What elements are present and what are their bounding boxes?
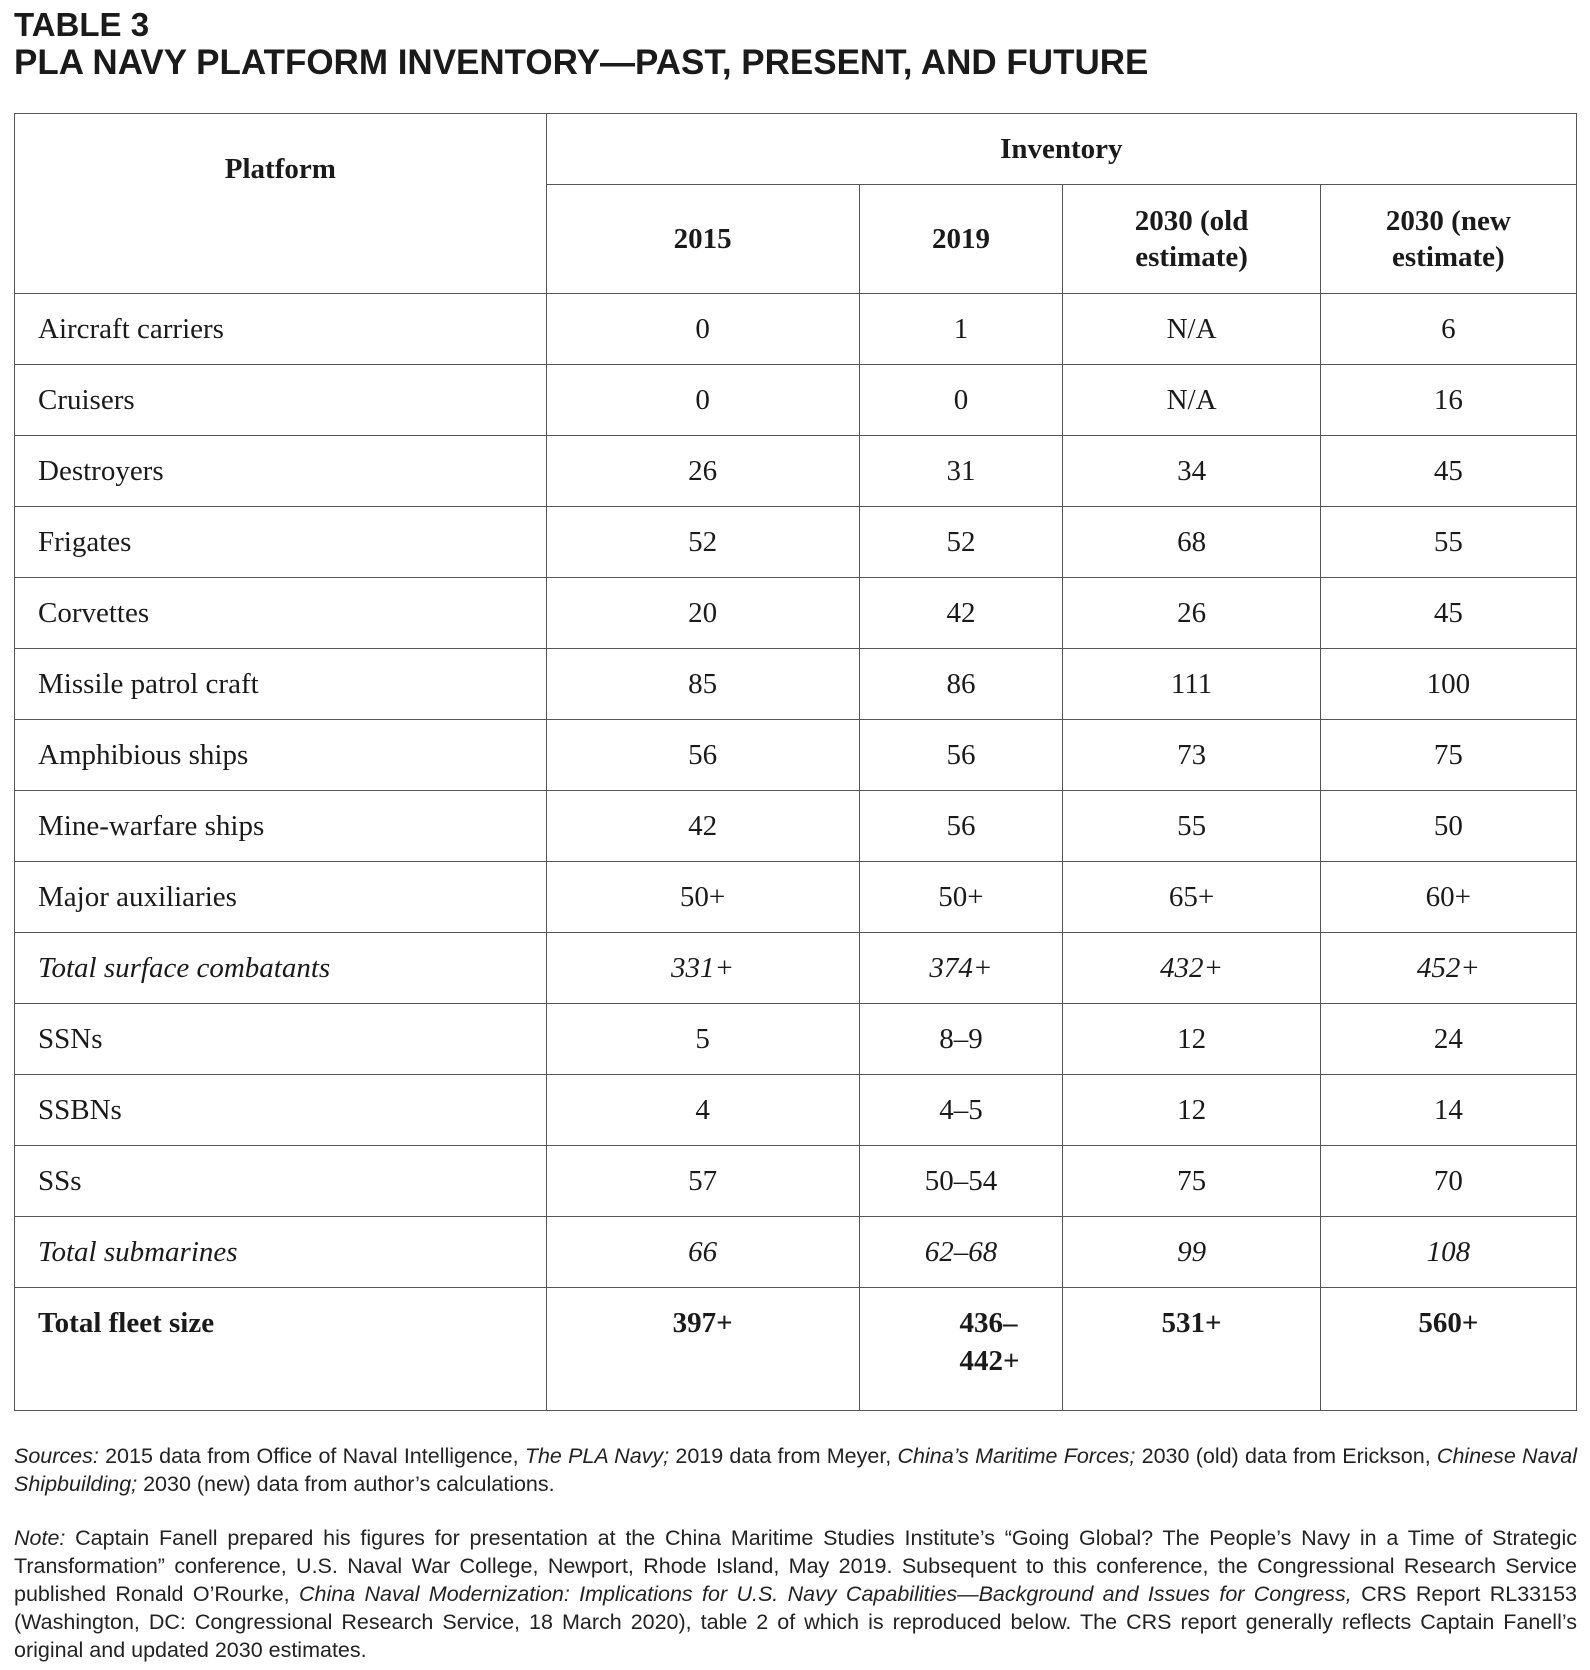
inventory-value: 50+ (859, 862, 1063, 933)
inventory-value: 436–442+ (859, 1288, 1063, 1411)
footnote (14, 1524, 1577, 1664)
inventory-value: 68 (1063, 507, 1320, 578)
table-row (15, 1217, 1577, 1288)
platform-name: Destroyers (15, 436, 547, 507)
inventory-value: 50 (1320, 791, 1576, 862)
inventory-value: 45 (1320, 578, 1576, 649)
inventory-value: 50–54 (859, 1146, 1063, 1217)
inventory-value: 57 (546, 1146, 859, 1217)
platform-name: SSBNs (15, 1075, 547, 1146)
inventory-value: 55 (1320, 507, 1576, 578)
inventory-value: 12 (1063, 1004, 1320, 1075)
table-body (15, 294, 1577, 1411)
sources-text: 2019 data from Meyer, (669, 1444, 898, 1468)
inventory-value: 85 (546, 649, 859, 720)
column-header-2030-old: 2030 (old estimate) (1063, 185, 1320, 294)
inventory-value: 374+ (859, 933, 1063, 1004)
inventory-value: 75 (1320, 720, 1576, 791)
inventory-value: 0 (859, 365, 1063, 436)
table-row (15, 507, 1577, 578)
inventory-value: 42 (546, 791, 859, 862)
inventory-value: 50+ (546, 862, 859, 933)
inventory-value: 60+ (1320, 862, 1576, 933)
inventory-value: 4–5 (859, 1075, 1063, 1146)
sources-text: 2030 (old) data from Erickson, (1135, 1444, 1437, 1468)
note-label: Note: (14, 1526, 66, 1550)
platform-name: Missile patrol craft (15, 649, 547, 720)
table-row (15, 649, 1577, 720)
inventory-value: 31 (859, 436, 1063, 507)
inventory-value: N/A (1063, 365, 1320, 436)
inventory-value: 432+ (1063, 933, 1320, 1004)
inventory-value: 100 (1320, 649, 1576, 720)
platform-name: SSs (15, 1146, 547, 1217)
platform-name: Mine-warfare ships (15, 791, 547, 862)
column-header-2015: 2015 (546, 185, 859, 294)
inventory-value: 4 (546, 1075, 859, 1146)
platform-name: Amphibious ships (15, 720, 547, 791)
note-text: Captain Fanell prepared his figures for presentation at the China Maritime Studies Institute’s “Going Global? The People’s Navy in a Time of Strategic Transformation” conference, U.S. Naval War College, Newport, Rhode Island, May 2019. Subsequent to this conference, the Congressional Research Service published Ronald O’Rourke, (14, 1526, 1577, 1606)
inventory-value: 26 (1063, 578, 1320, 649)
inventory-value: 56 (859, 791, 1063, 862)
inventory-value: 65+ (1063, 862, 1320, 933)
column-header-2030-new: 2030 (new estimate) (1320, 185, 1576, 294)
inventory-value: 34 (1063, 436, 1320, 507)
table-row (15, 862, 1577, 933)
inventory-value: 452+ (1320, 933, 1576, 1004)
platform-name: Major auxiliaries (15, 862, 547, 933)
platform-name: Total fleet size (15, 1288, 547, 1411)
inventory-value: 111 (1063, 649, 1320, 720)
table-caption: PLA NAVY PLATFORM INVENTORY—PAST, PRESENT, AND FUTURE (14, 43, 1149, 82)
sources-title: Chinese Naval Shipbuilding; (14, 1444, 1578, 1496)
inventory-value: 56 (859, 720, 1063, 791)
platform-name: Cruisers (15, 365, 547, 436)
inventory-value: 531+ (1063, 1288, 1320, 1411)
inventory-value: 62–68 (859, 1217, 1063, 1288)
table-row (15, 1146, 1577, 1217)
inventory-value: 1 (859, 294, 1063, 365)
note-title: China Naval Modernization: Implications for U.S. Navy Capabilities—Background and Issues for Congress, (298, 1582, 1352, 1606)
platform-name: SSNs (15, 1004, 547, 1075)
table-row (15, 436, 1577, 507)
inventory-value: 52 (546, 507, 859, 578)
sources-text: 2030 (new) data from author’s calculations. (137, 1472, 555, 1496)
sources-title: The PLA Navy; (524, 1444, 670, 1468)
inventory-value: N/A (1063, 294, 1320, 365)
inventory-value: 331+ (546, 933, 859, 1004)
inventory-value: 397+ (546, 1288, 859, 1411)
inventory-header: Inventory (546, 114, 1576, 185)
note-text: CRS Report RL33153 (Washington, DC: Congressional Research Service, 18 March 2020), table 2 of which is reproduced below. The CRS report generally reflects Captain Fanell’s original and updated 2030 estimates. (14, 1582, 1577, 1662)
inventory-value: 52 (859, 507, 1063, 578)
sources-title: China’s Maritime Forces; (897, 1444, 1136, 1468)
inventory-value: 26 (546, 436, 859, 507)
table-number: TABLE 3 (14, 6, 150, 43)
inventory-value: 42 (859, 578, 1063, 649)
table-row (15, 294, 1577, 365)
table-row (15, 720, 1577, 791)
table-row (15, 578, 1577, 649)
inventory-value: 14 (1320, 1075, 1576, 1146)
inventory-value: 55 (1063, 791, 1320, 862)
inventory-value: 12 (1063, 1075, 1320, 1146)
inventory-value: 73 (1063, 720, 1320, 791)
inventory-value: 0 (546, 294, 859, 365)
table-title (14, 6, 1148, 82)
inventory-value: 0 (546, 365, 859, 436)
sources-label: Sources: (14, 1444, 99, 1468)
platform-header: Platform (15, 114, 547, 294)
inventory-value: 16 (1320, 365, 1576, 436)
column-header-2019: 2019 (859, 185, 1063, 294)
inventory-value: 56 (546, 720, 859, 791)
inventory-table (14, 113, 1577, 1411)
inventory-value: 5 (546, 1004, 859, 1075)
table-row (15, 365, 1577, 436)
inventory-value: 6 (1320, 294, 1576, 365)
inventory-value: 20 (546, 578, 859, 649)
inventory-value: 108 (1320, 1217, 1576, 1288)
table-row (15, 791, 1577, 862)
table-row (15, 1004, 1577, 1075)
platform-name: Total surface combatants (15, 933, 547, 1004)
inventory-value: 86 (859, 649, 1063, 720)
inventory-value: 99 (1063, 1217, 1320, 1288)
platform-name: Frigates (15, 507, 547, 578)
sources-note (14, 1442, 1577, 1498)
table-row (15, 1075, 1577, 1146)
inventory-value: 66 (546, 1217, 859, 1288)
platform-name: Aircraft carriers (15, 294, 547, 365)
inventory-value: 8–9 (859, 1004, 1063, 1075)
table-row (15, 1288, 1577, 1411)
sources-text: 2015 data from Office of Naval Intelligence, (98, 1444, 525, 1468)
inventory-value: 560+ (1320, 1288, 1576, 1411)
inventory-value: 75 (1063, 1146, 1320, 1217)
platform-name: Total submarines (15, 1217, 547, 1288)
inventory-value: 24 (1320, 1004, 1576, 1075)
table-row (15, 933, 1577, 1004)
platform-name: Corvettes (15, 578, 547, 649)
inventory-value: 70 (1320, 1146, 1576, 1217)
inventory-value: 45 (1320, 436, 1576, 507)
